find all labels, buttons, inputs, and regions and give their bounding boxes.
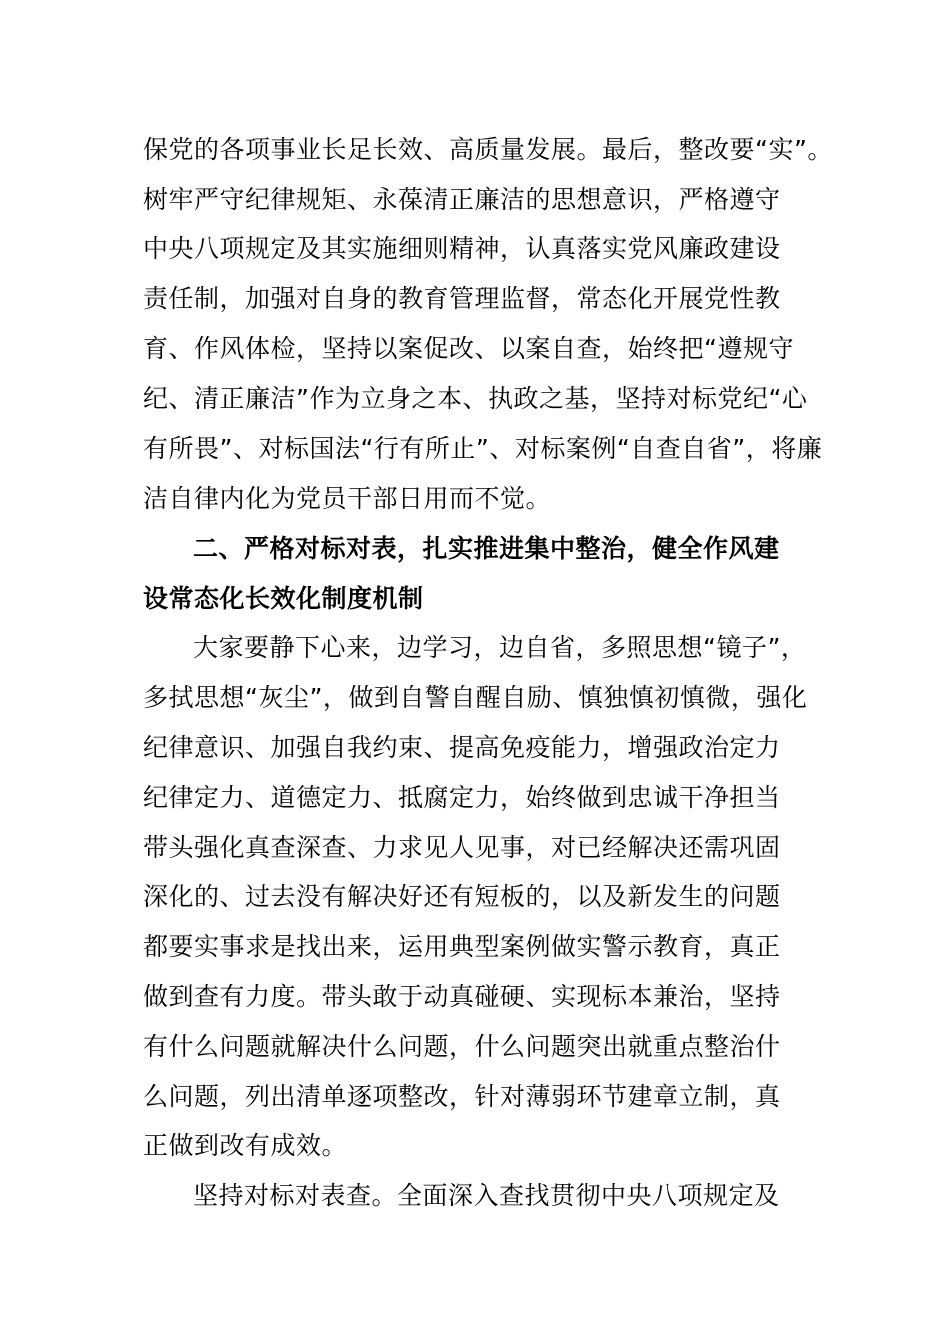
section-heading-line: 设常态化长效化制度机制 bbox=[143, 584, 424, 613]
paragraph-line: 纪律定力、道德定力、抵腐定力，始终做到忠诚干净担当 bbox=[143, 783, 781, 812]
paragraph-line: 正做到改有成效。 bbox=[143, 1131, 348, 1160]
paragraph-line: 树牢严守纪律规矩、永葆清正廉洁的思想意识，严格遵守 bbox=[143, 185, 781, 214]
paragraph-line: 纪、清正廉洁”作为立身之本、执政之基，坚持对标党纪“心 bbox=[143, 384, 808, 413]
paragraph-line: 么问题，列出清单逐项整改，针对薄弱环节建章立制，真 bbox=[143, 1082, 781, 1111]
paragraph-line: 有什么问题就解决什么问题，什么问题突出就重点整治什 bbox=[143, 1032, 781, 1061]
paragraph-line: 多拭思想“灰尘”，做到自警自醒自励、慎独慎初慎微，强化 bbox=[143, 683, 808, 712]
paragraph-line: 带头强化真查深查、力求见人见事，对已经解决还需巩固 bbox=[143, 833, 781, 862]
paragraph-line: 洁自律内化为党员干部日用而不觉。 bbox=[143, 484, 552, 513]
paragraph-line: 保党的各项事业长足长效、高质量发展。最后，整改要“实”。 bbox=[143, 135, 833, 164]
paragraph-line: 纪律意识、加强自我约束、提高免疫能力，增强政治定力 bbox=[143, 733, 781, 762]
paragraph-line: 大家要静下心来，边学习，边自省，多照思想“镜子”， bbox=[193, 633, 807, 662]
paragraph-line: 做到查有力度。带头敢于动真碰硬、实现标本兼治，坚持 bbox=[143, 982, 781, 1011]
paragraph-line: 中央八项规定及其实施细则精神，认真落实党风廉政建设 bbox=[143, 234, 781, 263]
paragraph-line: 有所畏”、对标国法“行有所止”、对标案例“自查自省”，将廉 bbox=[143, 434, 823, 463]
section-heading-line: 二、严格对标对表，扎实推进集中整治，健全作风建 bbox=[193, 534, 780, 563]
paragraph-line: 育、作风体检，坚持以案促改、以案自查，始终把“遵规守 bbox=[143, 334, 794, 363]
paragraph-line: 深化的、过去没有解决好还有短板的，以及新发生的问题 bbox=[143, 882, 781, 911]
paragraph-line: 责任制，加强对自身的教育管理监督，常态化开展党性教 bbox=[143, 284, 781, 313]
paragraph-line: 都要实事求是找出来，运用典型案例做实警示教育，真正 bbox=[143, 932, 781, 961]
paragraph-line: 坚持对标对表查。全面深入查找贯彻中央八项规定及 bbox=[193, 1181, 780, 1210]
